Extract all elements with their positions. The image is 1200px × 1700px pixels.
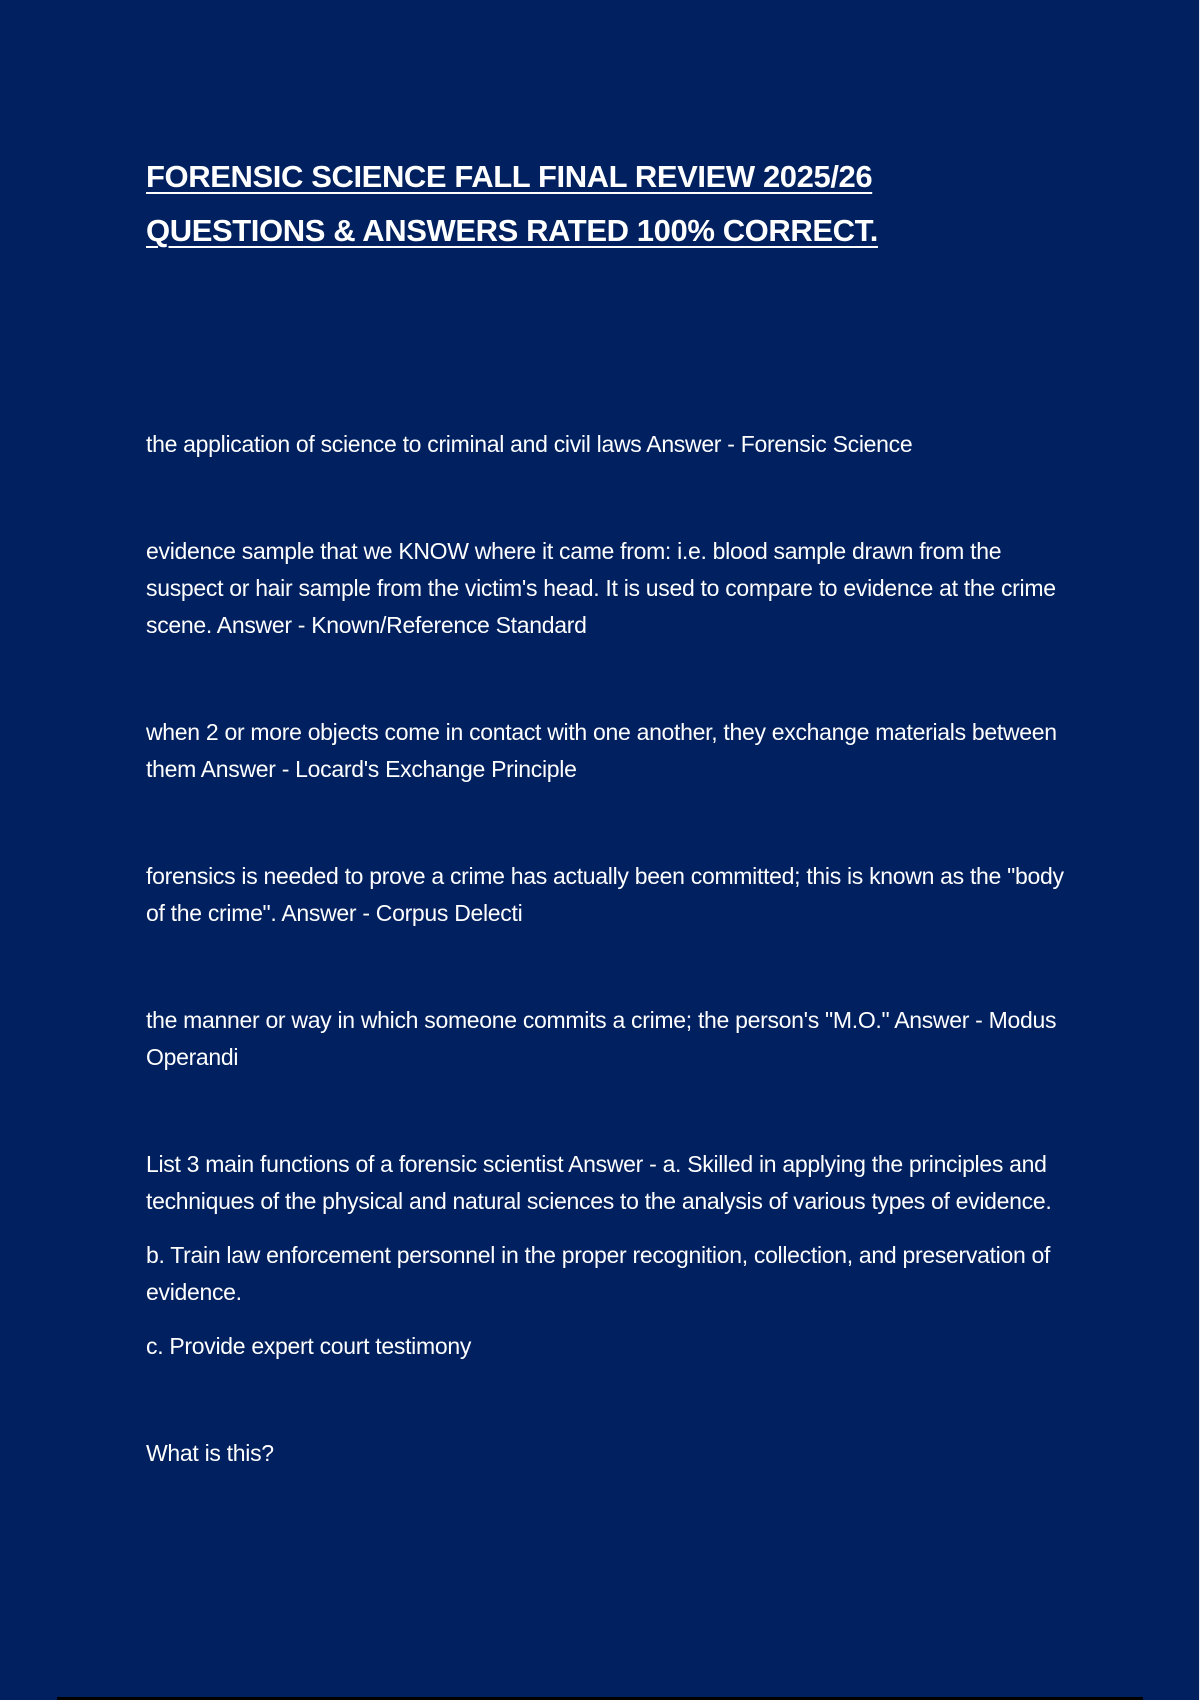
qa-item: [146, 533, 1066, 644]
qa-item: [146, 426, 1066, 463]
title-line-1: FORENSIC SCIENCE FALL FINAL REVIEW 2025/26: [146, 159, 873, 194]
qa-item: [146, 1002, 1066, 1076]
qa-text: forensics is needed to prove a crime has actually been committed; this is known as the "body of the crime". Answer - Corpus Delecti: [146, 863, 1064, 926]
qa-subpoint-b: b. Train law enforcement personnel in the proper recognition, collection, and preservation of evidence.: [146, 1242, 1051, 1305]
qa-item: [146, 1435, 1066, 1472]
qa-text: when 2 or more objects come in contact with one another, they exchange materials between them Answer - Locard's Exchange Principle: [146, 719, 1057, 782]
qa-text: What is this?: [146, 1440, 274, 1466]
qa-text: List 3 main functions of a forensic scientist Answer - a. Skilled in applying the principles and techniques of the physical and natural sciences to the analysis of various types of evidence.: [146, 1151, 1052, 1214]
qa-item: [146, 858, 1066, 932]
qa-list: [146, 426, 1066, 1542]
qa-item: [146, 1146, 1066, 1365]
qa-text: the manner or way in which someone commits a crime; the person's "M.O." Answer - Modus Operandi: [146, 1007, 1057, 1070]
title-line-2: QUESTIONS & ANSWERS RATED 100% CORRECT.: [146, 213, 878, 248]
qa-text: evidence sample that we KNOW where it came from: i.e. blood sample drawn from the suspect or hair sample from the victim's head. It is used to compare to evidence at the crime scene. Answer - Known/Reference Standard: [146, 538, 1056, 638]
qa-subpoint-c: c. Provide expert court testimony: [146, 1333, 472, 1359]
qa-text: the application of science to criminal and civil laws Answer - Forensic Science: [146, 431, 913, 457]
document-title: [146, 150, 1106, 258]
qa-item: [146, 714, 1066, 788]
